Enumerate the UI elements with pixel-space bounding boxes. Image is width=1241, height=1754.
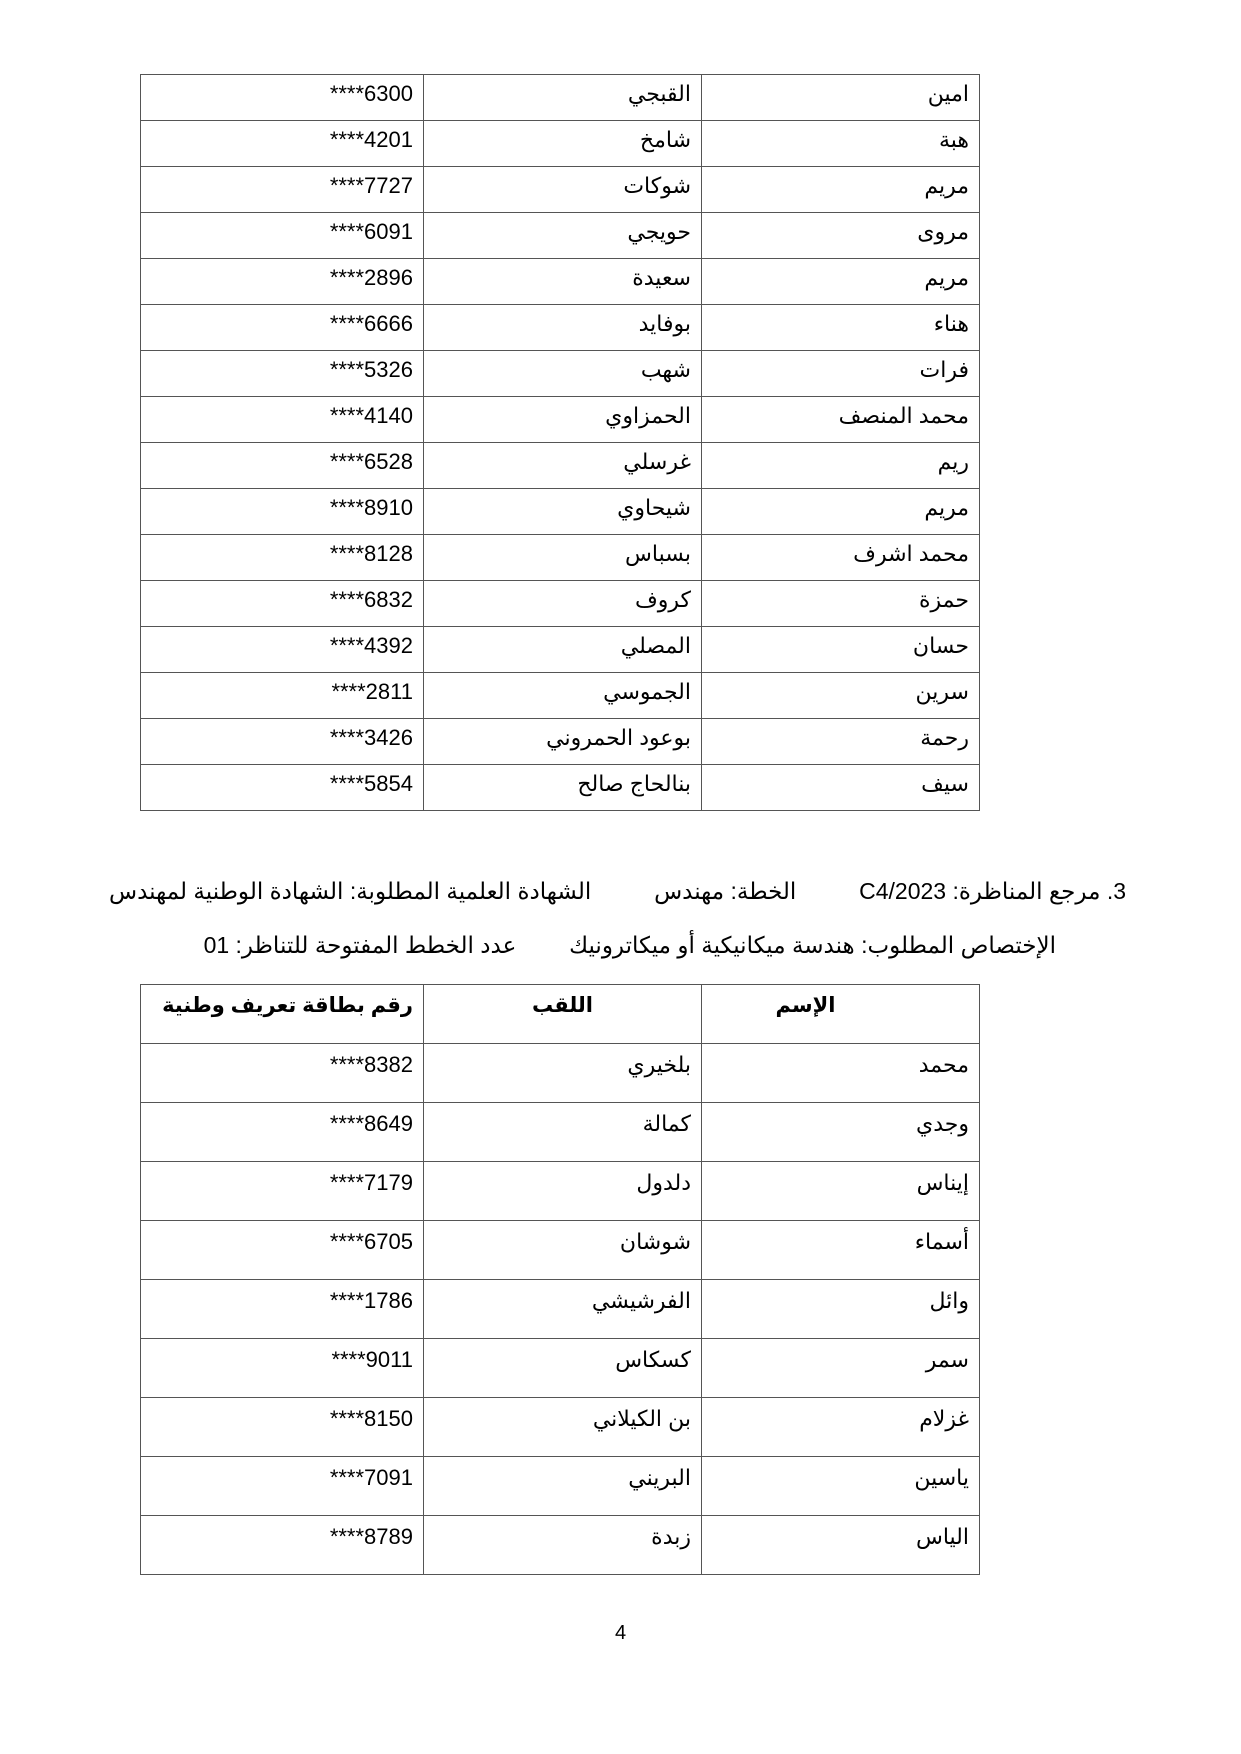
table-row xyxy=(141,305,980,351)
cell-id: ****5326 xyxy=(141,351,424,397)
table-row xyxy=(141,489,980,535)
specialty-label: الإختصاص المطلوب: xyxy=(861,932,1056,958)
cell-name: محمد المنصف xyxy=(702,397,980,443)
cell-surname: القبجي xyxy=(424,75,702,121)
cell-id: ****8789 xyxy=(141,1516,424,1575)
cell-surname: شيحاوي xyxy=(424,489,702,535)
cell-name: وائل xyxy=(702,1280,980,1339)
cell-id: ****8150 xyxy=(141,1398,424,1457)
cell-id: ****7091 xyxy=(141,1457,424,1516)
cell-surname: غرسلي xyxy=(424,443,702,489)
degree-label: الشهادة العلمية المطلوبة: xyxy=(349,878,592,904)
table-row xyxy=(141,535,980,581)
section-number: 3. xyxy=(1106,878,1126,904)
cell-name: وجدي xyxy=(702,1103,980,1162)
cell-id: ****7727 xyxy=(141,167,424,213)
cell-surname: كمالة xyxy=(424,1103,702,1162)
cell-surname: زبدة xyxy=(424,1516,702,1575)
header-id: رقم بطاقة تعريف وطنية xyxy=(141,985,424,1044)
table-row xyxy=(141,351,980,397)
cell-surname: الحمزاوي xyxy=(424,397,702,443)
degree-value: الشهادة الوطنية لمهندس xyxy=(109,878,344,904)
cell-id: ****7179 xyxy=(141,1162,424,1221)
cell-name: محمد اشرف xyxy=(702,535,980,581)
cell-id: ****6091 xyxy=(141,213,424,259)
table-row xyxy=(141,1044,980,1103)
table-row xyxy=(141,1280,980,1339)
candidates-table-2 xyxy=(140,984,980,1575)
cell-name: سمر xyxy=(702,1339,980,1398)
cell-id: ****1786 xyxy=(141,1280,424,1339)
table-row xyxy=(141,765,980,811)
table-row xyxy=(141,1457,980,1516)
cell-surname: حويجي xyxy=(424,213,702,259)
cell-id: ****4392 xyxy=(141,627,424,673)
page-number: 4 xyxy=(614,1622,627,1644)
section-3-line-2 xyxy=(204,932,1056,959)
cell-name: مريم xyxy=(702,259,980,305)
table-row xyxy=(141,1162,980,1221)
cell-surname: شوشان xyxy=(424,1221,702,1280)
cell-surname: المصلي xyxy=(424,627,702,673)
table-row xyxy=(141,719,980,765)
cell-id: ****2896 xyxy=(141,259,424,305)
cell-name: مريم xyxy=(702,489,980,535)
table-row xyxy=(141,167,980,213)
specialty-value: هندسة ميكانيكية أو ميكاترونيك xyxy=(569,932,855,958)
table-row xyxy=(141,259,980,305)
cell-name: إيناس xyxy=(702,1162,980,1221)
cell-surname: بوعود الحمروني xyxy=(424,719,702,765)
cell-surname: كروف xyxy=(424,581,702,627)
cell-surname: بسباس xyxy=(424,535,702,581)
table-row xyxy=(141,213,980,259)
header-surname: اللقب xyxy=(424,985,702,1044)
cell-name: حمزة xyxy=(702,581,980,627)
cell-surname: كسكاس xyxy=(424,1339,702,1398)
header-name: الإسم xyxy=(702,985,980,1044)
cell-name: هناء xyxy=(702,305,980,351)
candidates-table-1 xyxy=(140,74,980,811)
openings-label: عدد الخطط المفتوحة للتناظر: xyxy=(235,932,517,958)
cell-surname: شامخ xyxy=(424,121,702,167)
cell-surname: بلخيري xyxy=(424,1044,702,1103)
cell-name: سرين xyxy=(702,673,980,719)
cell-surname: بن الكيلاني xyxy=(424,1398,702,1457)
table-row xyxy=(141,443,980,489)
cell-id: ****8910 xyxy=(141,489,424,535)
cell-surname: شهب xyxy=(424,351,702,397)
cell-surname: شوكات xyxy=(424,167,702,213)
cell-surname: الجموسي xyxy=(424,673,702,719)
cell-name: حسان xyxy=(702,627,980,673)
cell-name: الياس xyxy=(702,1516,980,1575)
cell-id: ****6705 xyxy=(141,1221,424,1280)
table-row xyxy=(141,121,980,167)
cell-id: ****3426 xyxy=(141,719,424,765)
table-row xyxy=(141,1516,980,1575)
openings-value: 01 xyxy=(203,932,230,958)
ref-value: C4/2023 xyxy=(859,878,947,904)
cell-surname: سعيدة xyxy=(424,259,702,305)
table-row xyxy=(141,581,980,627)
table-row xyxy=(141,673,980,719)
cell-id: ****8128 xyxy=(141,535,424,581)
table-row xyxy=(141,1398,980,1457)
section-3-line-1 xyxy=(109,878,1126,905)
table-header-row xyxy=(141,985,980,1044)
cell-name: ياسين xyxy=(702,1457,980,1516)
cell-name: أسماء xyxy=(702,1221,980,1280)
cell-id: ****5854 xyxy=(141,765,424,811)
ref-label: مرجع المناظرة: xyxy=(952,878,1101,904)
cell-name: مروى xyxy=(702,213,980,259)
table-row xyxy=(141,397,980,443)
cell-name: سيف xyxy=(702,765,980,811)
cell-name: فرات xyxy=(702,351,980,397)
cell-id: ****8382 xyxy=(141,1044,424,1103)
cell-name: هبة xyxy=(702,121,980,167)
table-row xyxy=(141,627,980,673)
cell-id: ****4201 xyxy=(141,121,424,167)
cell-id: ****9011 xyxy=(141,1339,424,1398)
cell-surname: دلدول xyxy=(424,1162,702,1221)
cell-id: ****6528 xyxy=(141,443,424,489)
cell-name: رحمة xyxy=(702,719,980,765)
cell-id: ****6832 xyxy=(141,581,424,627)
cell-surname: الفرشيشي xyxy=(424,1280,702,1339)
cell-name: غزلام xyxy=(702,1398,980,1457)
cell-surname: بنالحاج صالح xyxy=(424,765,702,811)
cell-id: ****2811 xyxy=(141,673,424,719)
cell-id: ****4140 xyxy=(141,397,424,443)
table-row xyxy=(141,1103,980,1162)
cell-name: محمد xyxy=(702,1044,980,1103)
cell-id: ****6666 xyxy=(141,305,424,351)
cell-name: امين xyxy=(702,75,980,121)
cell-surname: بوفايد xyxy=(424,305,702,351)
cell-id: ****8649 xyxy=(141,1103,424,1162)
cell-name: ريم xyxy=(702,443,980,489)
plan-value: مهندس xyxy=(654,878,725,904)
table-row xyxy=(141,75,980,121)
cell-id: ****6300 xyxy=(141,75,424,121)
table-row xyxy=(141,1221,980,1280)
cell-name: مريم xyxy=(702,167,980,213)
plan-label: الخطة: xyxy=(730,878,797,904)
table-row xyxy=(141,1339,980,1398)
cell-surname: البريني xyxy=(424,1457,702,1516)
